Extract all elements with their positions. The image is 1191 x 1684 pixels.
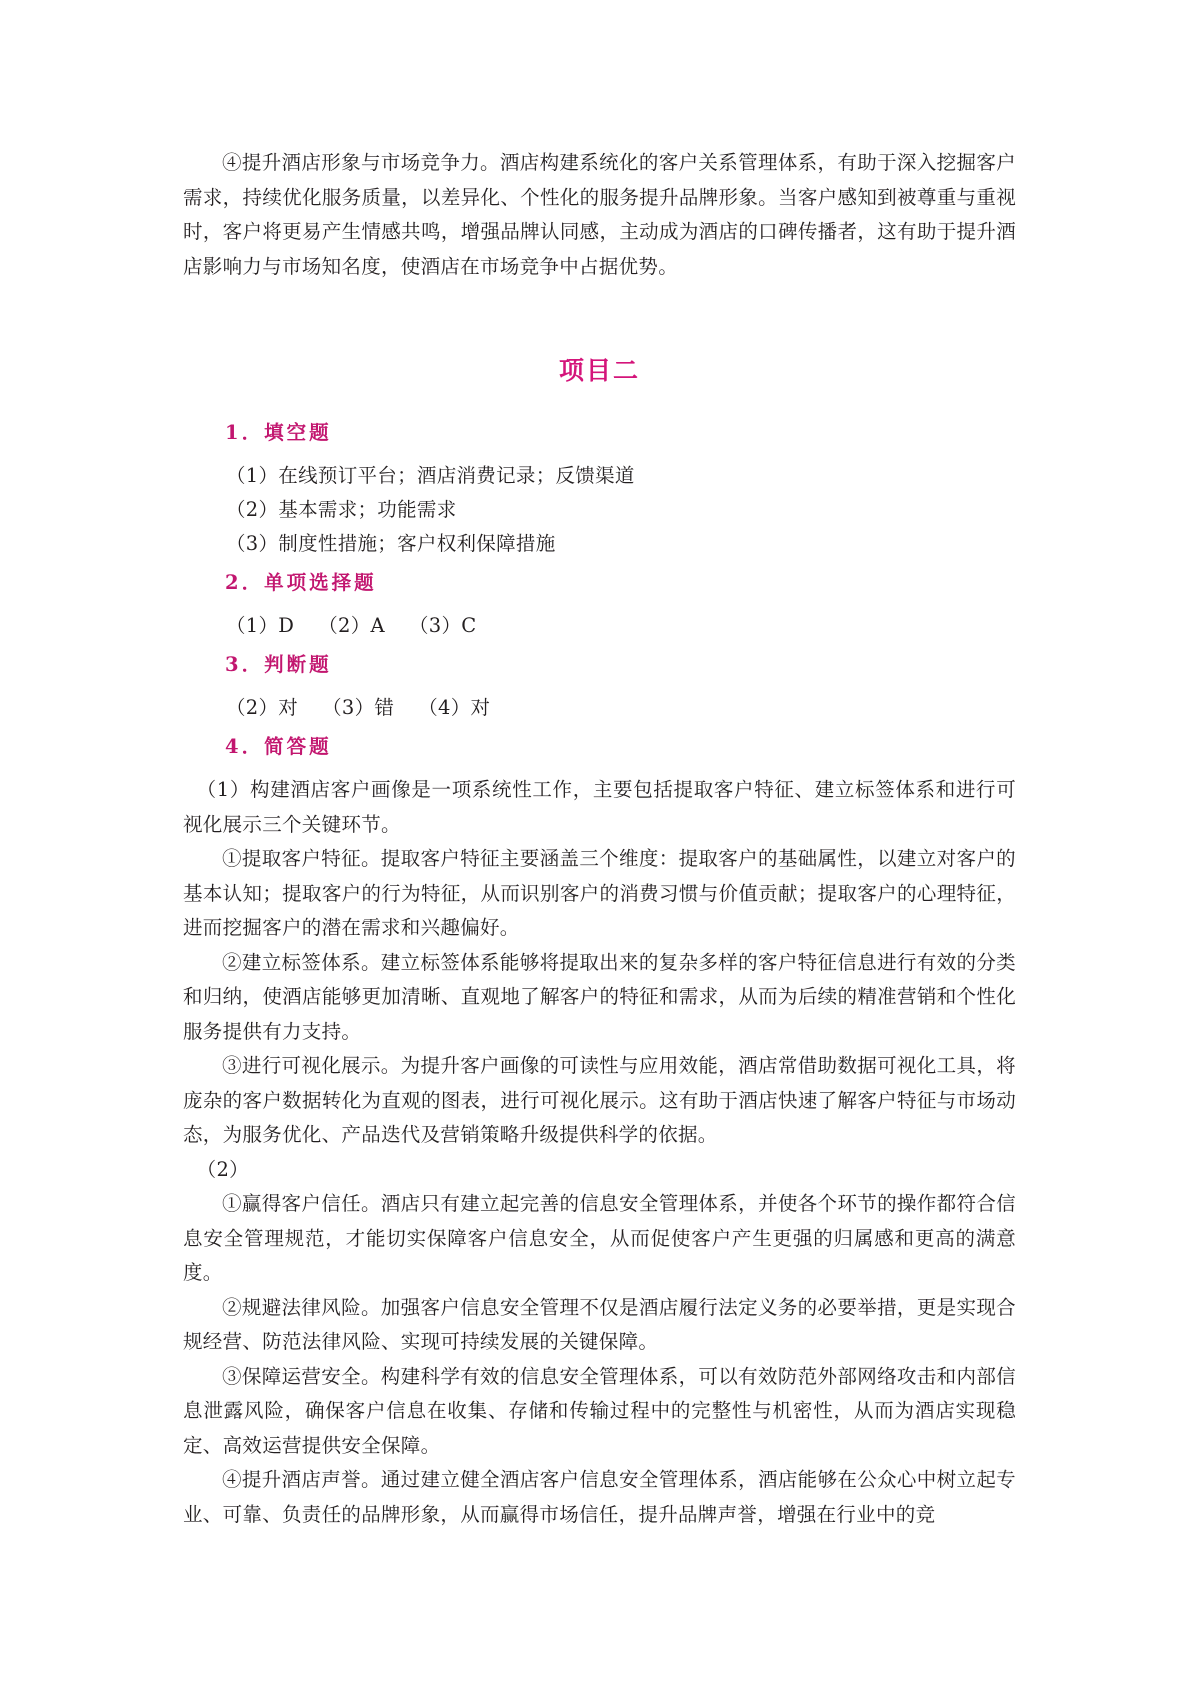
- q3-answers: [183, 691, 1016, 725]
- section-title: 项目二: [558, 356, 640, 385]
- q1-heading: 1．填空题: [225, 421, 332, 444]
- q4-paragraph-8: ③保障运营安全。构建科学有效的信息安全管理体系，可以有效防范外部网络攻击和内部信息泄露风险，确保客户信息在收集、存储和传输过程中的完整性与机密性，从而为酒店实现稳定、高效运营提供安全保障。: [183, 1364, 1016, 1457]
- q4-paragraph-5: （2）: [196, 1157, 249, 1181]
- q3-answer-3: （4）对: [418, 696, 491, 719]
- q2-answers: [183, 609, 1016, 643]
- q4-paragraph-1: （1）构建酒店客户画像是一项系统性工作，主要包括提取客户特征、建立标签体系和进行可视化展示三个关键环节。: [183, 778, 1016, 836]
- q3-answer-2: （3）错: [322, 696, 395, 719]
- q1-answer-1: （1）在线预订平台；酒店消费记录；反馈渠道: [226, 464, 635, 487]
- q2-answer-1: （1）D: [226, 614, 295, 637]
- q2-heading: 2．单项选择题: [225, 571, 377, 594]
- intro-paragraph: ④提升酒店形象与市场竞争力。酒店构建系统化的客户关系管理体系，有助于深入挖掘客户需求，持续优化服务质量，以差异化、个性化的服务提升品牌形象。当客户感知到被尊重与重视时，客户将更易产生情感共鸣，增强品牌认同感，主动成为酒店的口碑传播者，这有助于提升酒店影响力与市场知名度，使酒店在市场竞争中占据优势。: [183, 151, 1016, 278]
- q4-paragraph-9: ④提升酒店声誉。通过建立健全酒店客户信息安全管理体系，酒店能够在公众心中树立起专业、可靠、负责任的品牌形象，从而赢得市场信任，提升品牌声誉，增强在行业中的竞: [183, 1468, 1016, 1526]
- q1-answer-2: （2）基本需求；功能需求: [226, 498, 457, 521]
- intro-section: [183, 146, 1016, 284]
- q4-paragraph-2: ①提取客户特征。提取客户特征主要涵盖三个维度：提取客户的基础属性，以建立对客户的基本认知；提取客户的行为特征，从而识别客户的消费习惯与价值贡献；提取客户的心理特征，进而挖掘客户的潜在需求和兴趣偏好。: [183, 847, 1016, 939]
- q3-heading: 3．判断题: [225, 653, 332, 676]
- q4-paragraph-7: ②规避法律风险。加强客户信息安全管理不仅是酒店履行法定义务的必要举措，更是实现合规经营、防范法律风险、实现可持续发展的关键保障。: [183, 1295, 1016, 1353]
- q4-paragraph-4: ③进行可视化展示。为提升客户画像的可读性与应用效能，酒店常借助数据可视化工具，将庞杂的客户数据转化为直观的图表，进行可视化展示。这有助于酒店快速了解客户特征与市场动态，为服务优化、产品迭代及营销策略升级提供科学的依据。: [183, 1054, 1016, 1146]
- q1-answer-3: （3）制度性措施；客户权利保障措施: [226, 532, 556, 555]
- answers-section: [183, 411, 1016, 1532]
- q2-answer-2: （2）A: [318, 614, 385, 637]
- q4-heading: 4．简答题: [225, 735, 332, 758]
- q4-paragraph-6: ①赢得客户信任。酒店只有建立起完善的信息安全管理体系，并使各个环节的操作都符合信息安全管理规范，才能切实保障客户信息安全，从而促使客户产生更强的归属感和更高的满意度。: [183, 1192, 1016, 1284]
- q4-paragraph-3: ②建立标签体系。建立标签体系能够将提取出来的复杂多样的客户特征信息进行有效的分类和归纳，使酒店能够更加清晰、直观地了解客户的特征和需求，从而为后续的精准营销和个性化服务提供有力支持。: [183, 950, 1016, 1043]
- q2-answer-3: （3）C: [408, 614, 477, 637]
- q3-answer-1: （2）对: [226, 696, 299, 719]
